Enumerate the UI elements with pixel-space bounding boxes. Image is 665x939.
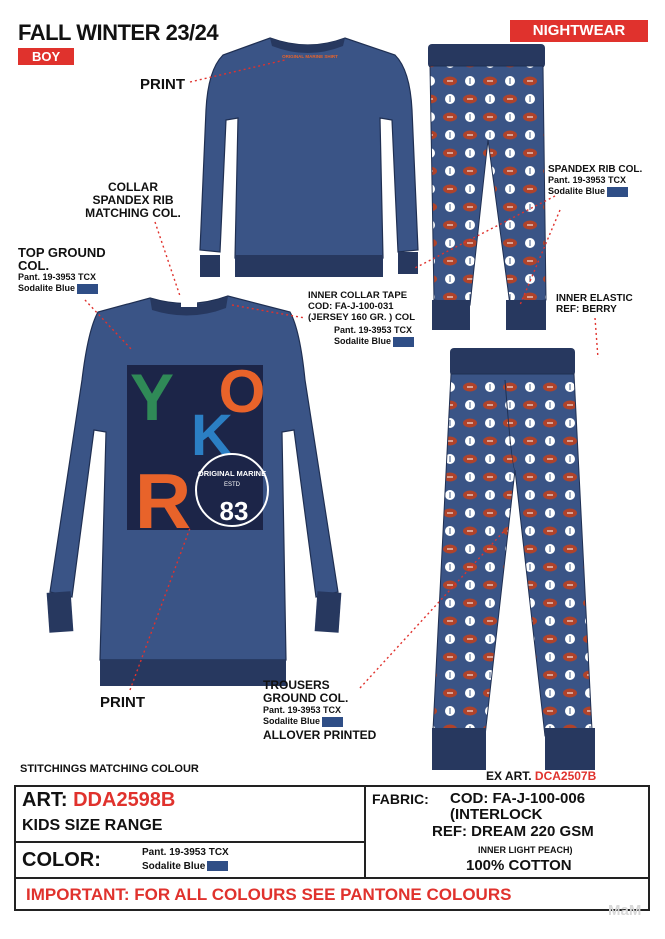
- svg-text:ORIGINAL MARINE: ORIGINAL MARINE: [197, 469, 267, 478]
- watermark: MaM: [608, 902, 642, 919]
- svg-text:83: 83: [219, 496, 249, 526]
- spandex-swatch: [607, 187, 628, 197]
- svg-text:O: O: [218, 358, 266, 425]
- svg-text:Y: Y: [129, 360, 175, 434]
- season-title: FALL WINTER 23/24: [18, 20, 219, 45]
- spec-color-box: COLOR: Pant. 19-3953 TCX Sodalite Blue: [14, 841, 366, 879]
- art-code: DDA2598B: [73, 789, 176, 811]
- fabric-label: FABRIC:: [372, 791, 429, 807]
- spec-fabric-box: [364, 785, 650, 879]
- fabric-cod: COD: FA-J-100-006: [450, 790, 586, 807]
- fabric-composition: 100% COTTON: [466, 857, 572, 874]
- front-sweatshirt: [47, 296, 342, 686]
- svg-text:ORIGINAL MARINE SHIRT: ORIGINAL MARINE SHIRT: [282, 54, 338, 59]
- svg-text:R: R: [134, 457, 192, 545]
- trousers-ground-note: TROUSERS GROUND COL. Pant. 19-3953 TCX Sodalite Blue ALLOVER PRINTED: [263, 678, 377, 742]
- stitchings-note: STITCHINGS MATCHING COLOUR: [20, 763, 199, 775]
- spandex-rib-note: SPANDEX RIB COL. Pant. 19-3953 TCX Sodalite Blue: [548, 164, 643, 196]
- color-swatch: [207, 861, 228, 871]
- ex-art: EX ART. DCA2507B: [486, 769, 597, 783]
- inner-elastic-note: INNER ELASTIC REF: BERRY: [556, 293, 633, 315]
- size-range: KIDS SIZE RANGE: [22, 817, 163, 834]
- fabric-note: INNER LIGHT PEACH): [478, 845, 573, 855]
- important-box: [14, 877, 650, 911]
- front-trousers: [432, 348, 595, 770]
- inner-collar-note: INNER COLLAR TAPE COD: FA-J-100-031 (JERSEY 160 GR. ) COL Pant. 19-3953 TCX Sodalite Blue: [308, 290, 415, 346]
- collar-note: COLLAR SPANDEX RIB MATCHING COL.: [85, 180, 181, 220]
- trousers-swatch: [322, 717, 343, 727]
- art-label: ART:: [22, 789, 68, 811]
- svg-text:K: K: [191, 403, 233, 468]
- top-ground-color-name: Sodalite Blue: [18, 283, 76, 293]
- back-trousers: [428, 44, 546, 330]
- print-label-top: PRINT: [140, 76, 185, 93]
- category-badge: NIGHTWEAR: [510, 20, 648, 42]
- important-note: IMPORTANT: FOR ALL COLOURS SEE PANTONE COLOURS: [26, 885, 512, 904]
- print-label-bottom: PRINT: [100, 694, 145, 711]
- fabric-ref: REF: DREAM 220 GSM: [432, 823, 594, 840]
- svg-text:ESTD: ESTD: [223, 482, 241, 488]
- top-ground-note: TOP GROUND COL. Pant. 19-3953 TCX Sodalite Blue: [18, 245, 106, 293]
- fabric-type: (INTERLOCK: [450, 806, 543, 823]
- color-label: COLOR:: [22, 849, 101, 871]
- inner-collar-swatch: [393, 337, 414, 347]
- back-sweatshirt: [200, 38, 418, 277]
- spec-art-box: [14, 785, 366, 843]
- top-ground-swatch: [77, 284, 98, 294]
- gender-badge: BOY: [18, 48, 74, 65]
